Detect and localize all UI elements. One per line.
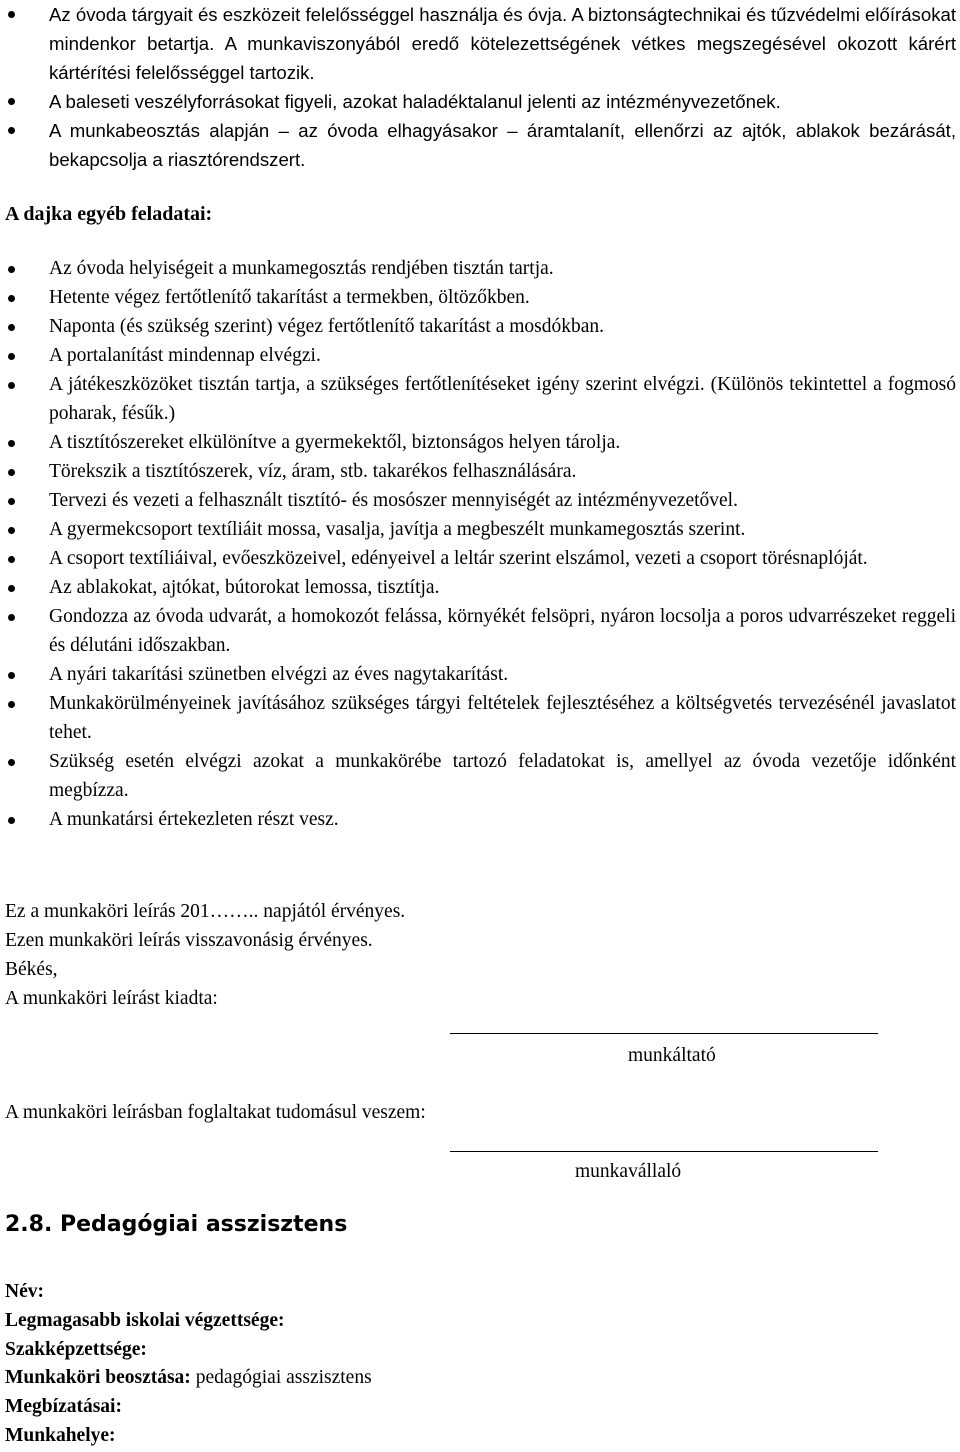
list-item: A nyári takarítási szünetben elvégzi az éves nagytakarítást. (0, 660, 960, 689)
list-item: Szükség esetén elvégzi azokat a munkakörébe tartozó feladatokat is, amellyel az óvoda vezetője időnként megbízza. (0, 747, 960, 805)
workplace-field (5, 1422, 372, 1451)
list-item: A gyermekcsoport textíliáit mossa, vasalja, javítja a megbeszélt munkamegosztás szerint. (0, 515, 960, 544)
list-item: Az ablakokat, ajtókat, bútorokat lemossa, tisztítja. (0, 573, 960, 602)
list-item: A munkatársi értekezleten részt vesz. (0, 805, 960, 834)
duties-list-general (0, 0, 960, 174)
workplace-label: Munkahelye: (5, 1424, 116, 1446)
position-field (5, 1364, 372, 1393)
location-line: Békés, (5, 959, 58, 980)
section-heading: 2.8. Pedagógiai asszisztens (5, 1212, 348, 1237)
education-field (5, 1307, 372, 1336)
acknowledged-label: A munkaköri leírásban foglaltakat tudomásul veszem: (5, 1102, 426, 1123)
list-item: Naponta (és szükség szerint) végez fertőtlenítő takarítást a mosdókban. (0, 312, 960, 341)
revocation-line: Ezen munkaköri leírás visszavonásig érvényes. (5, 930, 373, 951)
list-item: Törekszik a tisztítószerek, víz, áram, stb. takarékos felhasználására. (0, 457, 960, 486)
list-item: Tervezi és vezeti a felhasznált tisztító- és mosószer mennyiségét az intézményvezetővel. (0, 486, 960, 515)
list-item: A portalanítást mindennap elvégzi. (0, 341, 960, 370)
personal-data-fields (5, 1278, 372, 1451)
list-item: A munkabeosztás alapján – az óvoda elhagyásakor – áramtalanít, ellenőrzi az ajtók, ablakok bezárását, bekapcsolja a riasztórendszert. (0, 116, 960, 174)
employee-label: munkavállaló (575, 1161, 682, 1182)
validity-line: Ez a munkaköri leírás 201…….. napjától érvényes. (5, 901, 406, 922)
name-field (5, 1278, 372, 1307)
qualification-field (5, 1336, 372, 1365)
dajka-duties-heading: A dajka egyéb feladatai: (5, 203, 213, 225)
list-item: A tisztítószereket elkülönítve a gyermekektől, biztonságos helyen tárolja. (0, 428, 960, 457)
employer-signature-line (450, 1033, 878, 1034)
list-item: Gondozza az óvoda udvarát, a homokozót felássa, környékét felsöpri, nyáron locsolja a poros udvarrészeket reggeli és délutáni időszakban. (0, 602, 960, 660)
name-label: Név: (5, 1281, 44, 1302)
issued-by-label: A munkaköri leírást kiadta: (5, 988, 218, 1009)
assignments-field (5, 1393, 372, 1422)
position-value: pedagógiai asszisztens (190, 1367, 372, 1389)
list-item: A játékeszközöket tisztán tartja, a szükséges fertőtlenítéseket igény szerint elvégzi. (Különös tekintettel a fogmosó poharak, fésűk.) (0, 370, 960, 428)
position-label: Munkaköri beosztása: (5, 1367, 191, 1389)
list-item: Hetente végez fertőtlenítő takarítást a termekben, öltözőkben. (0, 283, 960, 312)
employee-signature-line (450, 1151, 878, 1152)
list-item: Az óvoda helyiségeit a munkamegosztás rendjében tisztán tartja. (0, 254, 960, 283)
education-label: Legmagasabb iskolai végzettsége: (5, 1309, 285, 1331)
duties-list-dajka (0, 254, 960, 834)
qualification-label: Szakképzettsége: (5, 1338, 147, 1360)
assignments-label: Megbízatásai: (5, 1396, 122, 1418)
list-item: Munkakörülményeinek javításához szükséges tárgyi feltételek fejlesztéséhez a költségvetés tervezésénél javaslatot tehet. (0, 689, 960, 747)
employer-label: munkáltató (628, 1045, 716, 1066)
list-item: A csoport textíliáival, evőeszközeivel, edényeivel a leltár szerint elszámol, vezeti a csoport törésnaplóját. (0, 544, 960, 573)
list-item: Az óvoda tárgyait és eszközeit felelősséggel használja és óvja. A biztonságtechnikai és tűzvédelmi előírásokat mindenkor betartja. A munkaviszonyából eredő kötelezettségének vétkes megszegésével okozott kárért kártérítési felelősséggel tartozik. (0, 0, 960, 87)
list-item: A baleseti veszélyforrásokat figyeli, azokat haladéktalanul jelenti az intézményvezetőnek. (0, 87, 960, 116)
